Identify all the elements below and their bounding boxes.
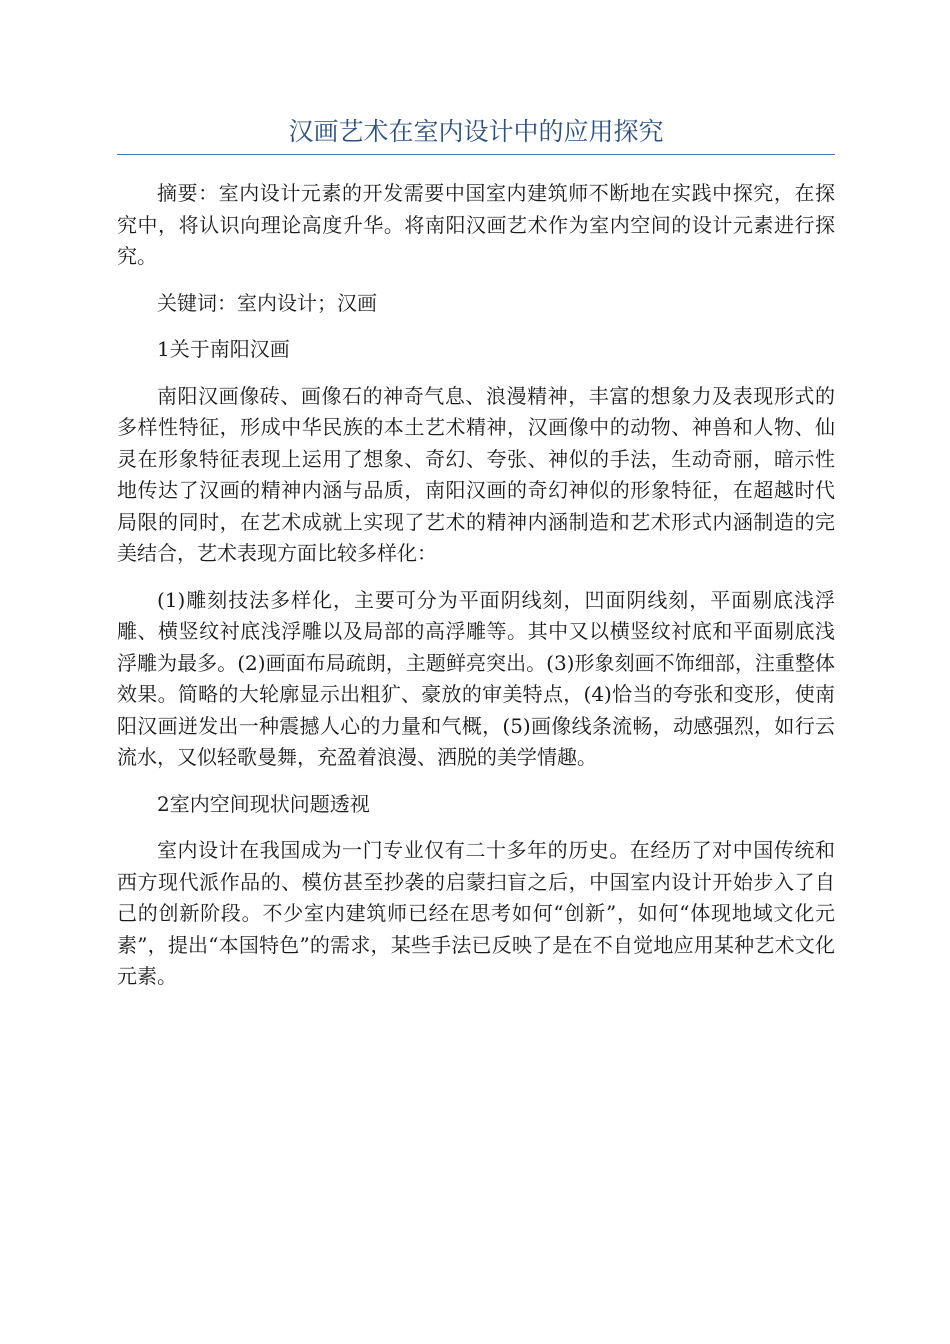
body-paragraph: (1)雕刻技法多样化，主要可分为平面阴线刻，凹面阴线刻，平面剔底浅浮雕、横竖纹衬底浅浮雕以及局部的高浮雕等。其中又以横竖纹衬底和平面剔底浅浮雕为最多。(2)画面布局疏朗，主题鲜亮突出。(3)形象刻画不饰细部，注重整体效果。简略的大轮廓显示出粗犷、豪放的审美特点，(4)恰当的夸张和变形，使南阳汉画迸发出一种震撼人心的力量和气概，(5)画像线条流畅，动感强烈，如行云流水，又似轻歌曼舞，充盈着浪漫、洒脱的美学情趣。 xyxy=(117,587,835,769)
abstract-paragraph: 摘要：室内设计元素的开发需要中国室内建筑师不断地在实践中探究，在探究中，将认识向理论高度升华。将南阳汉画艺术作为室内空间的设计元素进行探究。 xyxy=(117,181,835,268)
section-heading-2: 2室内空间现状问题透视 xyxy=(157,791,370,816)
document-body xyxy=(117,178,835,1008)
body-paragraph: 南阳汉画像砖、画像石的神奇气息、浪漫精神，丰富的想象力及表现形式的多样性特征，形成中华民族的本土艺术精神，汉画像中的动物、神兽和人物、仙灵在形象特征表现上运用了想象、奇幻、夸张、神似的手法，生动奇丽，暗示性地传达了汉画的精神内涵与品质，南阳汉画的奇幻神似的形象特征，在超越时代局限的同时，在艺术成就上实现了艺术的精神内涵制造和艺术形式内涵制造的完美结合，艺术表现方面比较多样化： xyxy=(117,383,835,565)
section-heading-1: 1关于南阳汉画 xyxy=(157,337,290,361)
keywords-paragraph: 关键词：室内设计；汉画 xyxy=(157,290,377,315)
body-paragraph: 室内设计在我国成为一门专业仅有二十多年的历史。在经历了对中国传统和西方现代派作品的、模仿甚至抄袭的启蒙扫盲之后，中国室内设计开始步入了自己的创新阶段。不少室内建筑师已经在思考如何“创新”，如何“体现地域文化元素”，提出“本国特色”的需求，某些手法已反映了是在不自觉地应用某种艺术文化元素。 xyxy=(117,838,835,988)
document-title: 汉画艺术在室内设计中的应用探究 xyxy=(288,117,664,146)
title-underline xyxy=(117,154,835,155)
